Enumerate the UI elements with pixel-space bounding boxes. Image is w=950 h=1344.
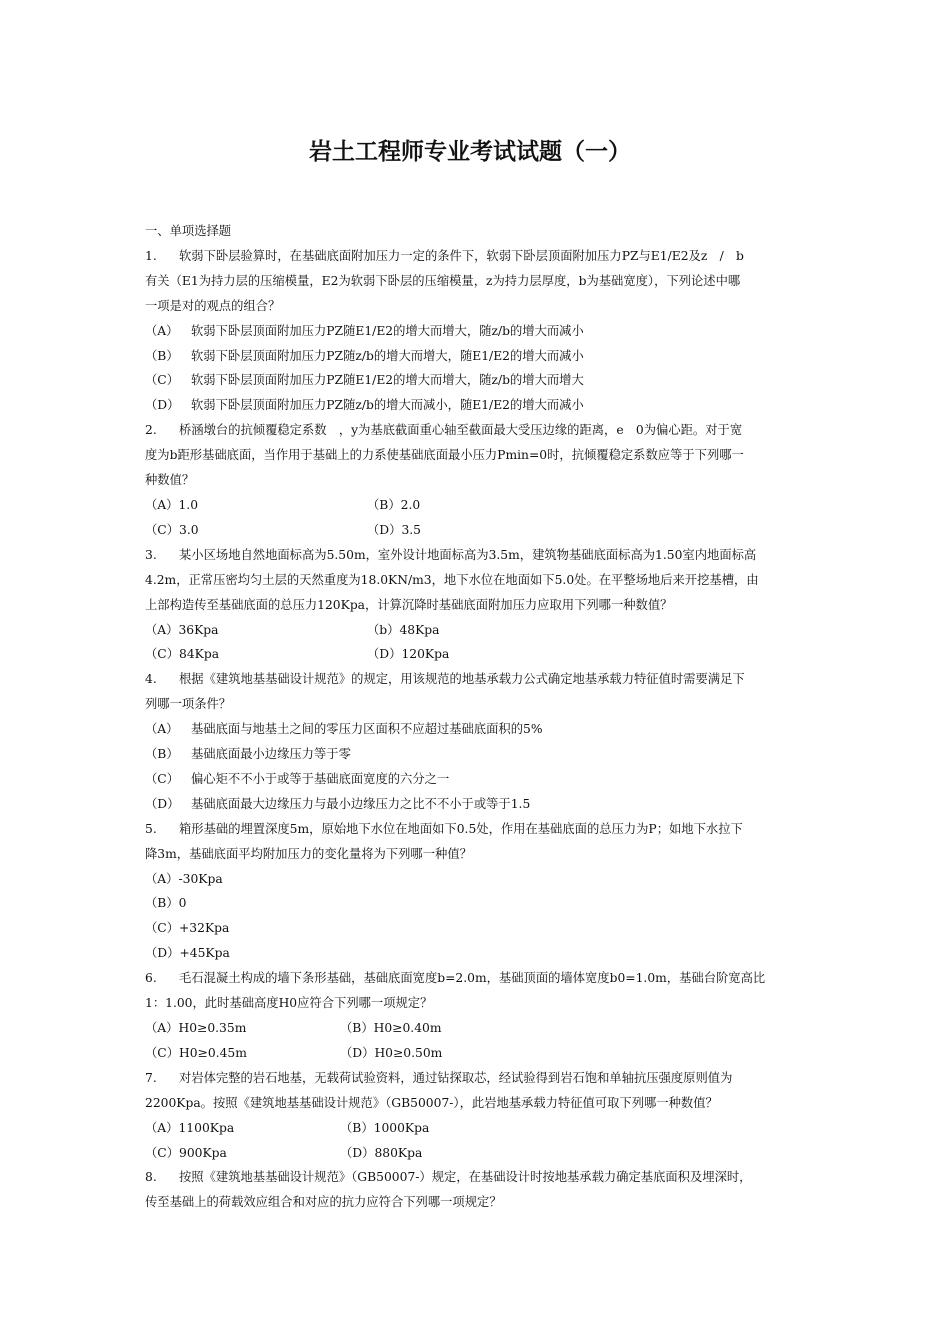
option-a: （A）-30Kpa: [145, 871, 223, 886]
option-d: （D） 软弱下卧层顶面附加压力PZ随z/b的增大而减小，随E1/E2的增大而减小: [145, 398, 584, 413]
option-b: （B）1000Kpa: [340, 1120, 430, 1135]
question-number: 2.: [145, 423, 157, 438]
question-number: 6.: [145, 971, 157, 986]
question-text: 某小区场地自然地面标高为5.50m，室外设计地面标高为3.5m，建筑物基础底面标高为1.50室内地面标高: [179, 547, 757, 562]
question-1: [145, 244, 807, 418]
option-a: （A）1.0: [145, 497, 199, 512]
question-7: [145, 1066, 807, 1166]
option-c: （C）3.0: [145, 522, 199, 537]
option-c: （C） 软弱下卧层顶面附加压力PZ随E1/E2的增大而增大，随z/b的增大而增大: [145, 373, 584, 388]
question-text: 种数值？: [145, 473, 195, 488]
option-c: （C）84Kpa: [145, 647, 220, 662]
question-text: 根据《建筑地基基础设计规范》的规定，用该规范的地基承载力公式确定地基承载力特征值时需要满足下: [179, 672, 745, 687]
question-text: 4.2m，正常压密均匀土层的天然重度为18.0KN/m3，地下水位在地面如下5.0处。在平整场地后来开挖基槽，由: [145, 572, 759, 587]
option-d: （D）H0≥0.50m: [340, 1045, 443, 1060]
option-b: （b）48Kpa: [367, 622, 440, 637]
option-d: （D） 基础底面最大边缘压力与最小边缘压力之比不不小于或等于1.5: [145, 796, 531, 811]
question-8: [145, 1165, 807, 1215]
question-4: [145, 667, 807, 816]
option-a: （A）36Kpa: [145, 622, 219, 637]
question-number: 4.: [145, 672, 157, 687]
option-d: （D）120Kpa: [367, 647, 450, 662]
option-d: （D）3.5: [367, 522, 422, 537]
option-c: （C）900Kpa: [145, 1145, 227, 1160]
question-text: 箱形基础的埋置深度5m，原始地下水位在地面如下0.5处，作用在基础底面的总压力为P；如地下水拉下: [179, 821, 743, 836]
question-number: 8.: [145, 1170, 157, 1185]
section-heading: 一、单项选择题: [145, 224, 232, 238]
question-text: 列哪一项条件？: [145, 697, 232, 712]
question-text: 2200Kpa。按照《建筑地基基础设计规范》（GB50007-），此岩地基承载力特征值可取下列哪一种数值？: [145, 1095, 718, 1110]
question-number: 3.: [145, 547, 157, 562]
option-c: （C）H0≥0.45m: [145, 1045, 247, 1060]
option-b: （B）2.0: [367, 497, 421, 512]
option-a: （A）1100Kpa: [145, 1120, 235, 1135]
question-text: 上部构造传至基础底面的总压力120Kpa，计算沉降时基础底面附加压力应取用下列哪一种数值？: [145, 597, 673, 612]
exam-content: [145, 219, 807, 1215]
option-c: （C） 偏心矩不不小于或等于基础底面宽度的六分之一: [145, 771, 450, 786]
option-a: （A） 基础底面与地基土之间的零压力区面积不应超过基础底面积的5%: [145, 722, 543, 737]
option-b: （B） 软弱下卧层顶面附加压力PZ随z/b的增大而增大，随E1/E2的增大而减小: [145, 348, 584, 363]
question-number: 1.: [145, 248, 157, 263]
question-text: 度为b距形基础底面，当作用于基础上的力系使基础底面最小压力Pmin=0时，抗倾覆稳定系数应等于下列哪一: [145, 448, 744, 463]
question-text: 软弱下卧层验算时，在基础底面附加压力一定的条件下，软弱下卧层顶面附加压力PZ与E1/E2及z / b: [179, 248, 744, 263]
question-text: 按照《建筑地基基础设计规范》（GB50007-）规定，在基础设计时按地基承载力确定基底面积及埋深时，: [179, 1170, 752, 1185]
question-text: 传至基础上的荷载效应组合和对应的抗力应符合下列哪一项规定？: [145, 1195, 502, 1210]
question-3: [145, 543, 807, 668]
question-6: [145, 966, 807, 1066]
question-number: 5.: [145, 821, 157, 836]
question-number: 7.: [145, 1070, 157, 1085]
option-a: （A）H0≥0.35m: [145, 1021, 247, 1035]
question-text: 有关（E1为持力层的压缩模量，E2为软弱下卧层的压缩模量，z为持力层厚度，b为基础宽度），下列论述中哪: [145, 273, 741, 288]
question-text: 1：1.00，此时基础高度H0应符合下列哪一项规定？: [145, 996, 433, 1011]
option-b: （B）H0≥0.40m: [340, 1021, 442, 1035]
question-2: [145, 418, 807, 543]
option-b: （B）0: [145, 896, 187, 911]
option-c: （C）+32Kpa: [145, 921, 230, 936]
question-text: 一项是对的观点的组合？: [145, 298, 281, 313]
question-text: 毛石混凝土构成的墙下条形基础，基础底面宽度b=2.0m，基础顶面的墙体宽度b0=1.0m，基础台阶宽高比: [179, 971, 766, 986]
option-b: （B） 基础底面最小边缘压力等于零: [145, 747, 351, 762]
page-title: 岩土工程师专业考试试题（一）: [309, 139, 631, 165]
question-text: 降3m，基础底面平均附加压力的变化量将为下列哪一种值？: [145, 846, 472, 861]
question-text: 桥涵墩台的抗倾覆稳定系数 ，y为基底截面重心轴至截面最大受压边缘的距离，e 0为偏心距。对于宽: [179, 423, 743, 438]
option-d: （D）+45Kpa: [145, 946, 230, 961]
question-text: 对岩体完整的岩石地基，无载荷试验资料，通过钻探取芯，经试验得到岩石饱和单轴抗压强度原则值为: [179, 1070, 733, 1085]
option-d: （D）880Kpa: [340, 1145, 423, 1160]
question-5: [145, 817, 807, 966]
option-a: （A） 软弱下卧层顶面附加压力PZ随E1/E2的增大而增大，随z/b的增大而减小: [145, 323, 584, 338]
